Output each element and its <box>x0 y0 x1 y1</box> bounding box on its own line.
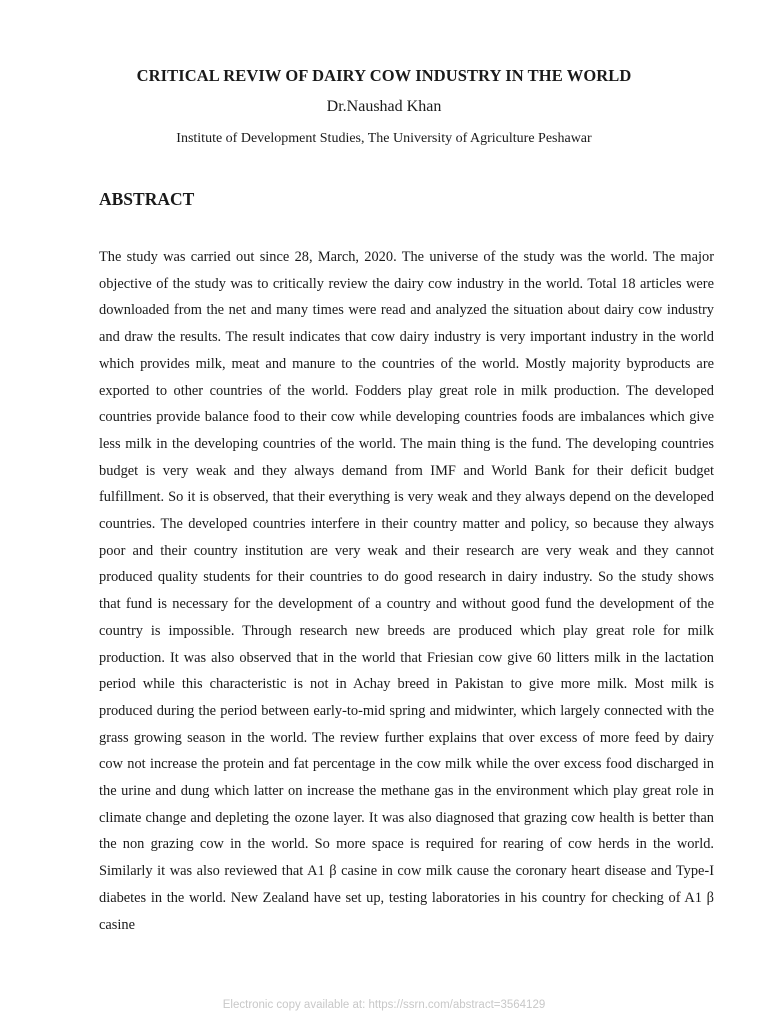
abstract-heading: ABSTRACT <box>99 189 195 209</box>
abstract-body: The study was carried out since 28, March, 2020. The universe of the study was the world. The major objective of the study was to critically review the dairy cow industry in the world. Total 18 articles were downloaded from the net and many times were read and analyzed the situation about dairy cow industry and draw the results. The result indicates that cow dairy industry is very important industry in the world which provides milk, meat and manure to the countries of the world. Mostly majority byproducts are exported to other countries of the world. Fodders play great role in milk production. The developed countries provide balance food to their cow while developing countries foods are imbalances which give less milk in the developing countries of the world. The main thing is the fund. The developing countries budget is very weak and they always demand from IMF and World Bank for their deficit budget fulfillment. So it is observed, that their everything is very weak and they always depend on the developed countries. The developed countries interfere in their country matter and policy, so because they always poor and their country institution are very weak and their research are very weak and they cannot produced quality students for their countries to do good research in dairy industry. So the study shows that fund is necessary for the development of a country and without good fund the development of the country is impossible. Through research new breeds are produced which play great role for milk production. It was also observed that in the world that Friesian cow give 60 litters milk in the lactation period while this characteristic is not in Achay breed in Pakistan to give more milk. Most milk is produced during the period between early-to-mid spring and midwinter, which largely connected with the grass growing season in the world. The review further explains that over excess of more feed by dairy cow not increase the protein and fat percentage in the cow milk while the over excess food discharged in the urine and dung which latter on increase the methane gas in the environment which play great role in climate change and depleting the ozone layer. It was also diagnosed that grazing cow health is better than the non grazing cow in the world. So more space is required for rearing of cow herds in the world. Similarly it was also reviewed that A1 β casine in cow milk cause the coronary heart disease and Type-I diabetes in the world. New Zealand have set up, testing laboratories in his country for checking of A1 β casine <box>99 249 714 933</box>
author-name: Dr.Naushad Khan <box>326 98 442 115</box>
author-affiliation: Institute of Development Studies, The University of Agriculture Peshawar <box>176 131 592 146</box>
ssrn-footer: Electronic copy available at: https://ssrn.com/abstract=3564129 <box>222 999 546 1011</box>
paper-title: CRITICAL REVIW OF DAIRY COW INDUSTRY IN THE WORLD <box>136 66 632 85</box>
